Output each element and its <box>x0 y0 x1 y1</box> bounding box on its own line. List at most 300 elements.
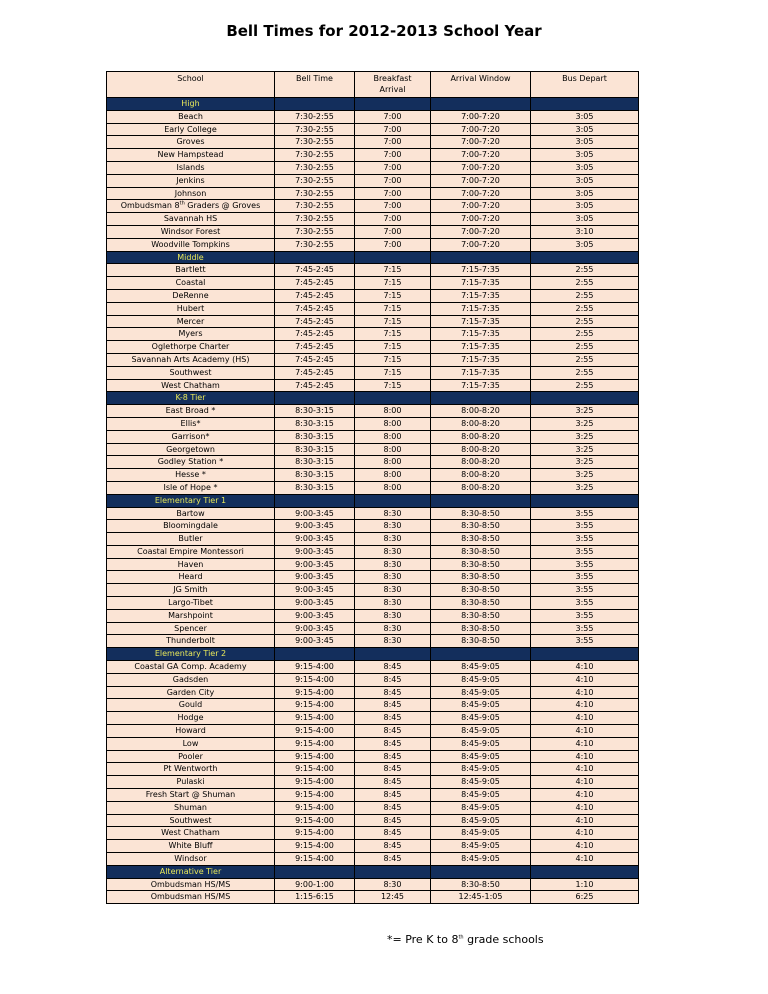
bell-time-cell: 9:15-4:00 <box>275 725 355 738</box>
arrival-window-cell: 8:30-8:50 <box>431 571 531 584</box>
table-row <box>107 801 639 814</box>
school-cell: Thunderbolt <box>107 635 275 648</box>
arrival-window-cell: 8:30-8:50 <box>431 635 531 648</box>
bus-depart-cell: 3:05 <box>531 238 639 251</box>
breakfast-arrival-cell: 7:15 <box>355 328 431 341</box>
bus-depart-cell: 2:55 <box>531 328 639 341</box>
arrival-window-cell: 8:30-8:50 <box>431 878 531 891</box>
bell-time-cell: 9:00-3:45 <box>275 545 355 558</box>
bell-time-cell: 9:15-4:00 <box>275 686 355 699</box>
bus-depart-cell: 4:10 <box>531 750 639 763</box>
arrival-window-cell: 7:00-7:20 <box>431 123 531 136</box>
bus-depart-cell: 3:55 <box>531 558 639 571</box>
bell-time-cell: 9:15-4:00 <box>275 699 355 712</box>
bell-time-cell: 7:30-2:55 <box>275 136 355 149</box>
bus-depart-cell: 3:55 <box>531 584 639 597</box>
school-cell: Hubert <box>107 302 275 315</box>
breakfast-arrival-cell: 8:30 <box>355 545 431 558</box>
table-row <box>107 405 639 418</box>
bell-time-cell: 7:30-2:55 <box>275 187 355 200</box>
bus-depart-cell: 3:25 <box>531 481 639 494</box>
school-cell: Marshpoint <box>107 609 275 622</box>
breakfast-arrival-cell: 8:00 <box>355 430 431 443</box>
bus-depart-cell: 4:10 <box>531 661 639 674</box>
table-row <box>107 110 639 123</box>
table-row <box>107 174 639 187</box>
bell-time-cell: 8:30-3:15 <box>275 430 355 443</box>
table-row <box>107 584 639 597</box>
group-header-cell <box>431 392 531 405</box>
group-header-cell <box>355 251 431 264</box>
arrival-window-cell: 8:45-9:05 <box>431 661 531 674</box>
arrival-window-cell: 8:00-8:20 <box>431 469 531 482</box>
bell-time-cell: 9:15-4:00 <box>275 673 355 686</box>
school-cell: Pt Wentworth <box>107 763 275 776</box>
arrival-window-cell: 7:00-7:20 <box>431 225 531 238</box>
column-header-school: School <box>107 72 275 98</box>
school-cell: Godley Station * <box>107 456 275 469</box>
bus-depart-cell: 3:55 <box>531 545 639 558</box>
arrival-window-cell: 8:45-9:05 <box>431 853 531 866</box>
column-header-breakfast-arrival: Breakfast Arrival <box>355 72 431 98</box>
school-cell: White Bluff <box>107 840 275 853</box>
bus-depart-cell: 2:55 <box>531 277 639 290</box>
bus-depart-cell: 3:05 <box>531 136 639 149</box>
arrival-window-cell: 8:45-9:05 <box>431 699 531 712</box>
table-header-row <box>107 72 639 98</box>
table-row <box>107 571 639 584</box>
breakfast-arrival-cell: 8:30 <box>355 558 431 571</box>
breakfast-arrival-cell: 7:15 <box>355 264 431 277</box>
arrival-window-cell: 7:15-7:35 <box>431 264 531 277</box>
bell-time-cell: 7:45-2:45 <box>275 341 355 354</box>
group-header-cell <box>275 251 355 264</box>
school-cell: New Hampstead <box>107 149 275 162</box>
bell-time-cell: 7:45-2:45 <box>275 315 355 328</box>
arrival-window-cell: 7:00-7:20 <box>431 110 531 123</box>
arrival-window-cell: 8:45-9:05 <box>431 801 531 814</box>
table-row <box>107 789 639 802</box>
school-cell: Pulaski <box>107 776 275 789</box>
school-cell: Shuman <box>107 801 275 814</box>
school-cell: Largo-Tibet <box>107 597 275 610</box>
arrival-window-cell: 12:45-1:05 <box>431 891 531 904</box>
school-cell: East Broad * <box>107 405 275 418</box>
bell-time-cell: 7:45-2:45 <box>275 277 355 290</box>
bell-time-cell: 9:00-3:45 <box>275 520 355 533</box>
bus-depart-cell: 3:55 <box>531 635 639 648</box>
arrival-window-cell: 8:30-8:50 <box>431 609 531 622</box>
breakfast-arrival-cell: 7:15 <box>355 353 431 366</box>
bus-depart-cell: 3:05 <box>531 174 639 187</box>
bus-depart-cell: 3:05 <box>531 213 639 226</box>
table-row <box>107 187 639 200</box>
breakfast-arrival-cell: 7:00 <box>355 238 431 251</box>
bus-depart-cell: 3:55 <box>531 571 639 584</box>
arrival-window-cell: 8:00-8:20 <box>431 481 531 494</box>
bus-depart-cell: 4:10 <box>531 763 639 776</box>
table-row <box>107 264 639 277</box>
page-title: Bell Times for 2012-2013 School Year <box>226 22 542 40</box>
table-row <box>107 712 639 725</box>
table-row <box>107 161 639 174</box>
bus-depart-cell: 4:10 <box>531 712 639 725</box>
breakfast-arrival-cell: 8:45 <box>355 853 431 866</box>
group-header-cell <box>355 494 431 507</box>
bus-depart-cell: 3:05 <box>531 187 639 200</box>
breakfast-arrival-cell: 7:00 <box>355 123 431 136</box>
school-cell: Groves <box>107 136 275 149</box>
bus-depart-cell: 3:05 <box>531 200 639 213</box>
school-cell: Windsor <box>107 853 275 866</box>
table-row <box>107 328 639 341</box>
arrival-window-cell: 8:45-9:05 <box>431 827 531 840</box>
table-row <box>107 661 639 674</box>
group-header-cell <box>355 648 431 661</box>
table-row <box>107 750 639 763</box>
bell-time-cell: 8:30-3:15 <box>275 469 355 482</box>
arrival-window-cell: 8:45-9:05 <box>431 673 531 686</box>
bell-time-cell: 9:00-3:45 <box>275 533 355 546</box>
bell-time-cell: 9:00-3:45 <box>275 597 355 610</box>
school-cell: Bartow <box>107 507 275 520</box>
bus-depart-cell: 2:55 <box>531 289 639 302</box>
bell-time-cell: 9:15-4:00 <box>275 801 355 814</box>
group-header-cell <box>275 392 355 405</box>
bus-depart-cell: 2:55 <box>531 264 639 277</box>
group-header-row <box>107 98 639 111</box>
breakfast-arrival-cell: 7:00 <box>355 225 431 238</box>
arrival-window-cell: 7:00-7:20 <box>431 238 531 251</box>
school-cell: Mercer <box>107 315 275 328</box>
bus-depart-cell: 3:25 <box>531 405 639 418</box>
group-header-cell <box>275 648 355 661</box>
breakfast-arrival-cell: 8:45 <box>355 699 431 712</box>
breakfast-arrival-cell: 7:00 <box>355 187 431 200</box>
arrival-window-cell: 8:30-8:50 <box>431 558 531 571</box>
arrival-window-cell: 7:00-7:20 <box>431 200 531 213</box>
bus-depart-cell: 3:05 <box>531 110 639 123</box>
bus-depart-cell: 4:10 <box>531 699 639 712</box>
school-cell: Butler <box>107 533 275 546</box>
bus-depart-cell: 3:10 <box>531 225 639 238</box>
bus-depart-cell: 1:10 <box>531 878 639 891</box>
arrival-window-cell: 8:00-8:20 <box>431 443 531 456</box>
bus-depart-cell: 4:10 <box>531 737 639 750</box>
bell-time-cell: 9:15-4:00 <box>275 776 355 789</box>
breakfast-arrival-cell: 8:00 <box>355 405 431 418</box>
arrival-window-cell: 8:30-8:50 <box>431 622 531 635</box>
arrival-window-cell: 8:45-9:05 <box>431 750 531 763</box>
bell-time-cell: 9:15-4:00 <box>275 814 355 827</box>
school-cell: Bloomingdale <box>107 520 275 533</box>
bell-time-cell: 7:45-2:45 <box>275 328 355 341</box>
school-cell: Coastal GA Comp. Academy <box>107 661 275 674</box>
breakfast-arrival-cell: 7:00 <box>355 110 431 123</box>
bus-depart-cell: 3:55 <box>531 597 639 610</box>
table-row <box>107 686 639 699</box>
bell-time-cell: 7:45-2:45 <box>275 264 355 277</box>
bell-time-cell: 7:30-2:55 <box>275 238 355 251</box>
table-row <box>107 737 639 750</box>
bell-time-cell: 8:30-3:15 <box>275 405 355 418</box>
bell-time-cell: 7:30-2:55 <box>275 200 355 213</box>
group-header-row <box>107 648 639 661</box>
group-header-cell <box>531 392 639 405</box>
arrival-window-cell: 8:45-9:05 <box>431 712 531 725</box>
bell-time-cell: 1:15-6:15 <box>275 891 355 904</box>
table-row <box>107 520 639 533</box>
arrival-window-cell: 7:00-7:20 <box>431 149 531 162</box>
bell-time-cell: 7:30-2:55 <box>275 161 355 174</box>
table-row <box>107 853 639 866</box>
bell-time-cell: 9:15-4:00 <box>275 827 355 840</box>
bell-time-cell: 7:45-2:45 <box>275 302 355 315</box>
table-row <box>107 609 639 622</box>
school-cell: Georgetown <box>107 443 275 456</box>
group-header-row <box>107 251 639 264</box>
table-row <box>107 507 639 520</box>
school-cell: Jenkins <box>107 174 275 187</box>
breakfast-arrival-cell: 7:15 <box>355 315 431 328</box>
bus-depart-cell: 4:10 <box>531 801 639 814</box>
bus-depart-cell: 3:05 <box>531 149 639 162</box>
bell-time-cell: 9:15-4:00 <box>275 789 355 802</box>
bell-time-cell: 9:00-3:45 <box>275 558 355 571</box>
breakfast-arrival-cell: 8:00 <box>355 456 431 469</box>
footnote: *= Pre K to 8th grade schools <box>387 933 544 946</box>
group-header-cell <box>531 98 639 111</box>
bus-depart-cell: 3:55 <box>531 533 639 546</box>
bell-time-cell: 7:45-2:45 <box>275 289 355 302</box>
bus-depart-cell: 4:10 <box>531 673 639 686</box>
group-label: High <box>107 98 275 111</box>
bus-depart-cell: 4:10 <box>531 853 639 866</box>
school-cell: Hesse * <box>107 469 275 482</box>
bell-time-cell: 9:00-3:45 <box>275 507 355 520</box>
table-row <box>107 379 639 392</box>
bell-time-cell: 7:30-2:55 <box>275 225 355 238</box>
breakfast-arrival-cell: 8:30 <box>355 571 431 584</box>
school-cell: West Chatham <box>107 379 275 392</box>
breakfast-arrival-cell: 7:15 <box>355 341 431 354</box>
group-label: Middle <box>107 251 275 264</box>
bell-time-cell: 9:15-4:00 <box>275 763 355 776</box>
school-cell: Southwest <box>107 814 275 827</box>
school-cell: Woodville Tompkins <box>107 238 275 251</box>
arrival-window-cell: 7:15-7:35 <box>431 353 531 366</box>
breakfast-arrival-cell: 7:00 <box>355 200 431 213</box>
breakfast-arrival-cell: 7:15 <box>355 302 431 315</box>
arrival-window-cell: 7:00-7:20 <box>431 213 531 226</box>
bell-time-cell: 7:30-2:55 <box>275 174 355 187</box>
table-row <box>107 827 639 840</box>
breakfast-arrival-cell: 8:30 <box>355 635 431 648</box>
bus-depart-cell: 3:25 <box>531 456 639 469</box>
school-cell: Johnson <box>107 187 275 200</box>
arrival-window-cell: 8:45-9:05 <box>431 789 531 802</box>
table-row <box>107 763 639 776</box>
group-header-cell <box>431 648 531 661</box>
group-header-cell <box>431 251 531 264</box>
arrival-window-cell: 8:30-8:50 <box>431 597 531 610</box>
breakfast-arrival-cell: 8:45 <box>355 661 431 674</box>
arrival-window-cell: 7:15-7:35 <box>431 302 531 315</box>
arrival-window-cell: 8:30-8:50 <box>431 545 531 558</box>
group-header-cell <box>355 865 431 878</box>
bell-time-cell: 9:00-3:45 <box>275 571 355 584</box>
bell-time-cell: 9:15-4:00 <box>275 712 355 725</box>
school-cell: Oglethorpe Charter <box>107 341 275 354</box>
arrival-window-cell: 7:00-7:20 <box>431 161 531 174</box>
bus-depart-cell: 2:55 <box>531 341 639 354</box>
bus-depart-cell: 3:05 <box>531 161 639 174</box>
arrival-window-cell: 8:45-9:05 <box>431 686 531 699</box>
bus-depart-cell: 3:25 <box>531 469 639 482</box>
breakfast-arrival-cell: 8:45 <box>355 673 431 686</box>
arrival-window-cell: 7:15-7:35 <box>431 328 531 341</box>
table-row <box>107 878 639 891</box>
arrival-window-cell: 8:45-9:05 <box>431 814 531 827</box>
breakfast-arrival-cell: 8:30 <box>355 878 431 891</box>
bus-depart-cell: 4:10 <box>531 725 639 738</box>
breakfast-arrival-cell: 8:45 <box>355 776 431 789</box>
arrival-window-cell: 8:00-8:20 <box>431 405 531 418</box>
column-header-bell-time: Bell Time <box>275 72 355 98</box>
bell-time-cell: 7:45-2:45 <box>275 379 355 392</box>
table-row <box>107 123 639 136</box>
group-header-cell <box>531 865 639 878</box>
bell-time-cell: 8:30-3:15 <box>275 456 355 469</box>
column-header-bus-depart: Bus Depart <box>531 72 639 98</box>
bell-time-cell: 9:15-4:00 <box>275 737 355 750</box>
group-header-cell <box>531 494 639 507</box>
table-row <box>107 430 639 443</box>
arrival-window-cell: 8:30-8:50 <box>431 533 531 546</box>
group-label: Elementary Tier 2 <box>107 648 275 661</box>
bell-time-cell: 9:15-4:00 <box>275 840 355 853</box>
breakfast-arrival-cell: 12:45 <box>355 891 431 904</box>
breakfast-arrival-cell: 8:45 <box>355 686 431 699</box>
school-cell: Gadsden <box>107 673 275 686</box>
breakfast-arrival-cell: 8:45 <box>355 801 431 814</box>
table-row <box>107 136 639 149</box>
group-header-cell <box>431 865 531 878</box>
bell-times-table <box>106 71 639 904</box>
table-row <box>107 149 639 162</box>
arrival-window-cell: 7:00-7:20 <box>431 174 531 187</box>
bus-depart-cell: 3:55 <box>531 609 639 622</box>
bus-depart-cell: 3:55 <box>531 507 639 520</box>
school-cell: DeRenne <box>107 289 275 302</box>
arrival-window-cell: 8:45-9:05 <box>431 776 531 789</box>
bell-time-cell: 9:00-3:45 <box>275 622 355 635</box>
school-cell: Savannah HS <box>107 213 275 226</box>
table-row <box>107 891 639 904</box>
school-cell: Ombudsman HS/MS <box>107 891 275 904</box>
table-row <box>107 443 639 456</box>
school-cell: Low <box>107 737 275 750</box>
bell-time-cell: 8:30-3:15 <box>275 443 355 456</box>
school-cell: Islands <box>107 161 275 174</box>
bus-depart-cell: 3:25 <box>531 417 639 430</box>
bus-depart-cell: 2:55 <box>531 366 639 379</box>
arrival-window-cell: 7:15-7:35 <box>431 289 531 302</box>
breakfast-arrival-cell: 8:45 <box>355 750 431 763</box>
table-row <box>107 302 639 315</box>
school-cell: Heard <box>107 571 275 584</box>
breakfast-arrival-cell: 7:00 <box>355 161 431 174</box>
table-row <box>107 366 639 379</box>
school-cell: Southwest <box>107 366 275 379</box>
school-cell: Early College <box>107 123 275 136</box>
table-row <box>107 673 639 686</box>
breakfast-arrival-cell: 8:45 <box>355 827 431 840</box>
table-row <box>107 200 639 213</box>
school-cell: Hodge <box>107 712 275 725</box>
group-header-cell <box>531 648 639 661</box>
breakfast-arrival-cell: 8:30 <box>355 507 431 520</box>
breakfast-arrival-cell: 8:45 <box>355 840 431 853</box>
bus-depart-cell: 4:10 <box>531 686 639 699</box>
group-header-cell <box>275 494 355 507</box>
school-cell: Ombudsman 8th Graders @ Groves <box>107 200 275 213</box>
table-row <box>107 814 639 827</box>
school-cell: Savannah Arts Academy (HS) <box>107 353 275 366</box>
breakfast-arrival-cell: 7:15 <box>355 379 431 392</box>
table-row <box>107 469 639 482</box>
table-row <box>107 238 639 251</box>
arrival-window-cell: 8:45-9:05 <box>431 840 531 853</box>
table-row <box>107 699 639 712</box>
school-cell: JG Smith <box>107 584 275 597</box>
school-cell: Gould <box>107 699 275 712</box>
group-header-row <box>107 392 639 405</box>
table-row <box>107 481 639 494</box>
school-cell: Howard <box>107 725 275 738</box>
school-cell: Bartlett <box>107 264 275 277</box>
breakfast-arrival-cell: 8:00 <box>355 443 431 456</box>
table-row <box>107 533 639 546</box>
group-header-cell <box>275 865 355 878</box>
arrival-window-cell: 8:00-8:20 <box>431 430 531 443</box>
group-header-row <box>107 865 639 878</box>
breakfast-arrival-cell: 7:00 <box>355 136 431 149</box>
table-row <box>107 225 639 238</box>
arrival-window-cell: 7:15-7:35 <box>431 366 531 379</box>
school-cell: West Chatham <box>107 827 275 840</box>
table-row <box>107 776 639 789</box>
school-cell: Haven <box>107 558 275 571</box>
table-row <box>107 289 639 302</box>
bell-time-cell: 9:00-1:00 <box>275 878 355 891</box>
bus-depart-cell: 3:25 <box>531 430 639 443</box>
breakfast-arrival-cell: 8:45 <box>355 789 431 802</box>
arrival-window-cell: 7:15-7:35 <box>431 315 531 328</box>
bus-depart-cell: 2:55 <box>531 379 639 392</box>
table-row <box>107 417 639 430</box>
breakfast-arrival-cell: 8:30 <box>355 622 431 635</box>
school-cell: Ellis* <box>107 417 275 430</box>
breakfast-arrival-cell: 8:30 <box>355 520 431 533</box>
school-cell: Fresh Start @ Shuman <box>107 789 275 802</box>
bell-time-cell: 8:30-3:15 <box>275 481 355 494</box>
breakfast-arrival-cell: 7:00 <box>355 174 431 187</box>
bus-depart-cell: 4:10 <box>531 789 639 802</box>
arrival-window-cell: 8:30-8:50 <box>431 584 531 597</box>
arrival-window-cell: 7:00-7:20 <box>431 136 531 149</box>
breakfast-arrival-cell: 8:30 <box>355 533 431 546</box>
